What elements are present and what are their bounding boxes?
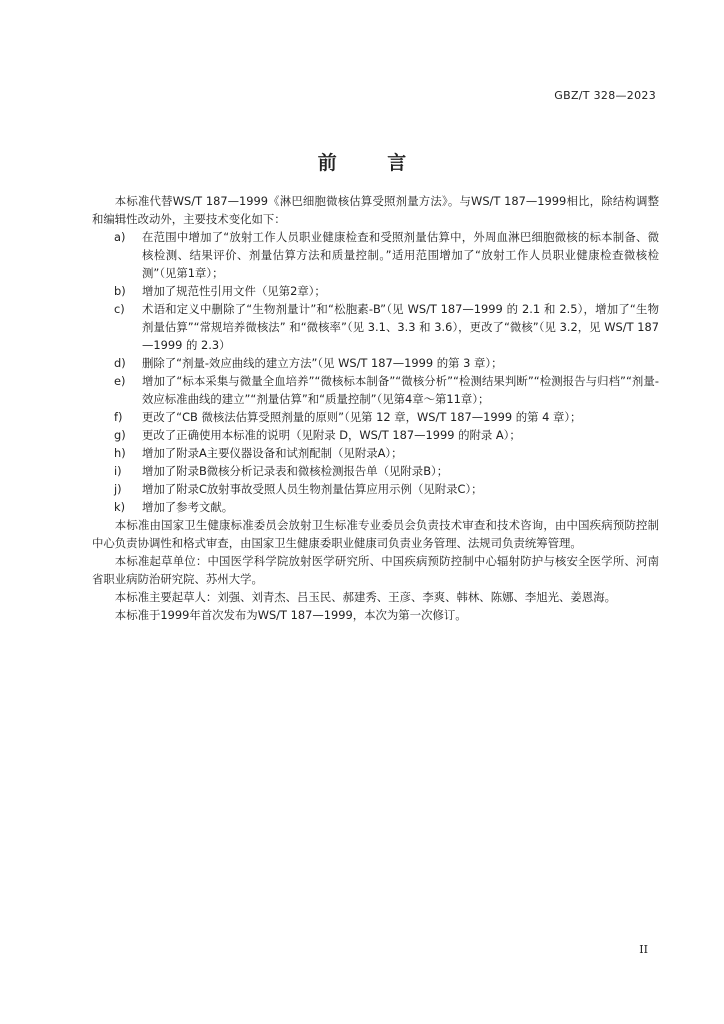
changes-list [92,228,659,516]
list-item [92,426,659,444]
list-marker: k) [114,500,126,514]
list-marker: g) [114,428,126,442]
history-paragraph: 本标准于1999年首次发布为WS/T 187—1999，本次为第一次修订。 [114,608,467,622]
intro-paragraph: 本标准代替WS/T 187—1999《淋巴细胞微核估算受照剂量方法》。与WS/T 187—1999相比，除结构调整和编辑性改动外，主要技术变化如下： [92,194,659,226]
list-item [92,408,659,426]
list-text: 增加了附录A主要仪器设备和试剂配制（见附录A）； [142,446,403,460]
page-number: II [639,943,648,956]
document-body [92,192,659,624]
list-marker: b) [114,284,126,298]
page-title: 前 言 [317,152,429,174]
list-item [92,372,659,408]
list-text: 术语和定义中删除了“生物剂量计”和“松胞素-B”（见 WS/T 187—1999 的 2.1 和 2.5），增加了“生物剂量估算”“常规培养微核法” 和“微核率”（见 3.1、3.3 和 3.6），更改了“微核”（见 3.2，见 WS/T 187—1999 的 2.3） [142,302,659,352]
list-marker: d) [114,356,126,370]
drafters-paragraph: 本标准主要起草人：刘强、刘青杰、吕玉民、郝建秀、王彦、李爽、韩林、陈娜、李旭光、姜恩海。 [114,590,616,604]
list-item [92,498,659,516]
list-marker: i) [114,464,122,478]
list-item [92,480,659,498]
list-marker: f) [114,410,123,424]
list-text: 更改了“CB 微核法估算受照剂量的原则”（见第 12 章，WS/T 187—1999 的第 4 章）； [142,410,582,424]
list-text: 增加了附录B微核分析记录表和微核检测报告单（见附录B）； [142,464,449,478]
list-text: 增加了“标本采集与微量全血培养”“微核标本制备”“微核分析”“检测结果判断”“检测报告与归档”“剂量-效应标准曲线的建立”“剂量估算”和“质量控制”（见第4章～第11章）； [142,374,659,406]
list-text: 增加了附录C放射事故受照人员生物剂量估算应用示例（见附录C）； [142,482,483,496]
list-text: 增加了规范性引用文件（见第2章）； [142,284,326,298]
drafting-units-paragraph: 本标准起草单位：中国医学科学院放射医学研究所、中国疾病预防控制中心辐射防护与核安全医学所、河南省职业病防治研究院、苏州大学。 [92,554,659,586]
list-text: 更改了正确使用本标准的说明（见附录 D，WS/T 187—1999 的附录 A）； [142,428,521,442]
list-item [92,444,659,462]
review-paragraph: 本标准由国家卫生健康标准委员会放射卫生标准专业委员会负责技术审查和技术咨询，由中国疾病预防控制中心负责协调性和格式审查，由国家卫生健康委职业健康司负责业务管理、法规司负责统筹管理。 [92,518,659,550]
list-item [92,462,659,480]
list-text: 删除了“剂量-效应曲线的建立方法”（见 WS/T 187—1999 的第 3 章）； [142,356,503,370]
list-marker: e) [114,374,126,388]
list-item [92,282,659,300]
list-text: 在范围中增加了“放射工作人员职业健康检查和受照剂量估算中，外周血淋巴细胞微核的标本制备、微核检测、结果评价、剂量估算方法和质量控制。”适用范围增加了“放射工作人员职业健康检查微核检测”（见第1章）； [142,230,659,280]
standard-code: GBZ/T 328—2023 [554,89,656,102]
list-item [92,300,659,354]
list-marker: c) [114,302,125,316]
list-marker: a) [114,230,126,244]
list-text: 增加了参考文献。 [142,500,234,514]
list-marker: j) [114,482,122,496]
list-item [92,228,659,282]
list-item [92,354,659,372]
list-marker: h) [114,446,126,460]
